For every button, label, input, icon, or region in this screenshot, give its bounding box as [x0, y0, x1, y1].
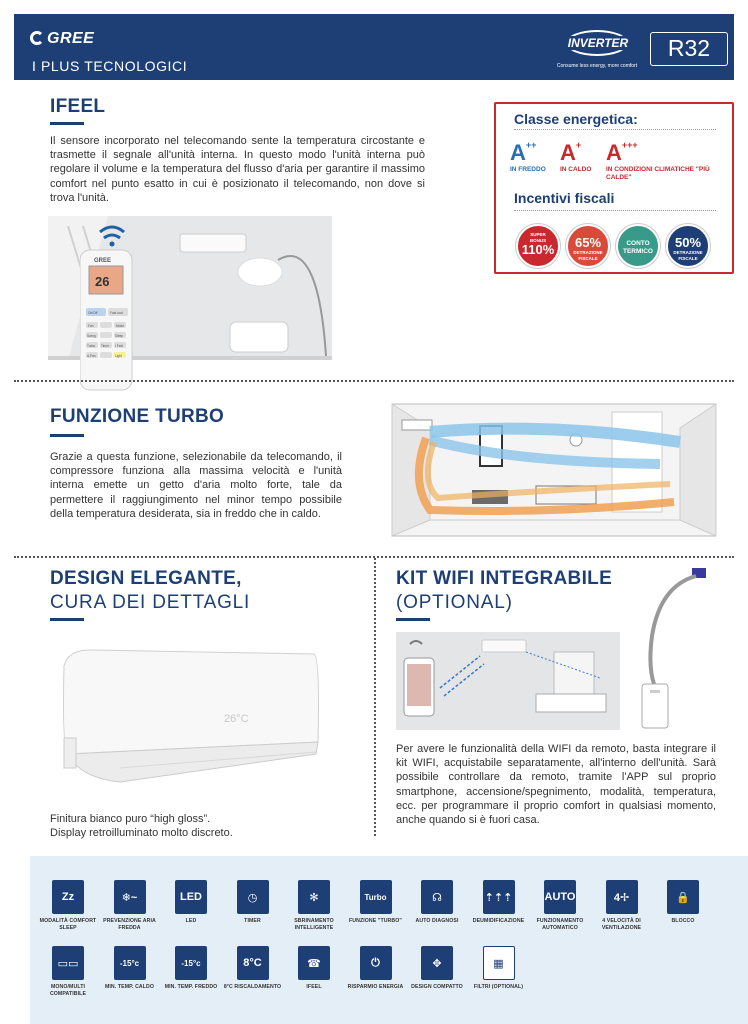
- badge-superbonus-value: 110%: [521, 242, 555, 257]
- rating-cooling-plus: ++: [525, 140, 537, 150]
- incentives-title: Incentivi fiscali: [514, 190, 615, 206]
- feature-row2-0-icon: ▭▭: [52, 946, 84, 980]
- wifi-title: KIT WIFI INTEGRABILE: [396, 568, 613, 589]
- remote-btn-mode: Mode: [116, 324, 124, 328]
- remote-display: 26: [95, 274, 110, 289]
- energy-rule-bottom: [514, 210, 716, 211]
- wall-ac-unit: [180, 234, 246, 252]
- feature-row1-2-icon: LED: [175, 880, 207, 914]
- badge-conto-line1: CONTO: [626, 240, 650, 247]
- remote-btn-sleep: Sleep: [115, 334, 124, 338]
- feature-row2-4-label: IFEEL: [306, 984, 322, 990]
- inverter-ring-icon: [566, 30, 628, 56]
- rating-heating-grade: A: [560, 140, 576, 165]
- remote-btn-fan: Fan: [88, 324, 94, 328]
- feature-row1-3: [221, 880, 285, 925]
- gree-swirl-icon: [30, 31, 44, 45]
- feature-row1-10-icon: 🔒: [667, 880, 699, 914]
- feature-row1-9-label: 4 VELOCITÀ DI VENTILAZIONE: [601, 918, 642, 931]
- feature-row2-5-icon: ⏻: [360, 946, 392, 980]
- wifi-module-illustration: [630, 566, 714, 732]
- remote-control: [80, 220, 134, 392]
- feature-row1-10-label: BLOCCO: [671, 918, 695, 924]
- design-text-line2: Display retroilluminato molto discreto.: [50, 827, 233, 840]
- turbo-airflow-illustration: [390, 402, 720, 540]
- divider-vertical: [374, 558, 376, 836]
- feature-row1-2: [159, 880, 223, 925]
- inverter-label: INVERTER: [562, 36, 634, 50]
- feature-row1-0-icon: Zz: [52, 880, 84, 914]
- feature-row1-0-label: MODALITÀ COMFORT SLEEP: [39, 918, 97, 931]
- badge-65-caption: DETRAZIONE FISCALE: [573, 250, 603, 261]
- feature-row1-1-label: PREVENZIONE ARIA FREDDA: [103, 918, 156, 931]
- armchair: [230, 322, 288, 352]
- rating-hot-plus: +++: [621, 140, 638, 150]
- energy-class-title: Classe energetica:: [514, 111, 638, 127]
- feature-row1-5: [344, 880, 408, 925]
- feature-row1-6: [405, 880, 469, 925]
- feature-row2-0-label: MONO/MULTI COMPATIBILE: [49, 984, 87, 997]
- design-text: [50, 812, 350, 840]
- feature-row1-9-icon: 4✢: [606, 880, 638, 914]
- feature-row1-6-icon: ☊: [421, 880, 453, 914]
- turbo-ac-unit: [402, 420, 432, 430]
- feature-row2-2-label: MIN. TEMP. FREDDO: [164, 984, 218, 990]
- feature-row2-5: [344, 946, 408, 991]
- feature-row1-4-label: SBRINAMENTO INTELLIGENTE: [294, 918, 334, 931]
- feature-row2-7-icon: ▦: [483, 946, 515, 980]
- feature-row1-3-icon: ◷: [237, 880, 269, 914]
- rating-heating-plus: +: [575, 140, 582, 150]
- ifeel-underline: [50, 122, 84, 125]
- badge-superbonus-line1: SUPER: [530, 232, 546, 237]
- feature-row1-4: [282, 880, 346, 931]
- rating-hot-caption: IN CONDIZIONI CLIMATICHE "PIÙ CALDE": [606, 166, 710, 181]
- feature-row1-3-label: TIMER: [244, 918, 261, 924]
- feature-row1-9: [590, 880, 654, 931]
- refrigerant-badge: R32: [650, 32, 728, 66]
- badge-50-value: 50%: [674, 235, 702, 250]
- indoor-unit-illustration: [60, 642, 322, 792]
- badge-conto-termico: [616, 224, 660, 268]
- feature-row2-6: [405, 946, 469, 991]
- energy-rule-top: [514, 129, 716, 130]
- wifi-room-illustration: [396, 632, 620, 730]
- unit-display: 26°C: [224, 713, 249, 725]
- feature-row1-7: [467, 880, 531, 925]
- brand-name: GREE: [47, 30, 95, 47]
- inverter-tagline: Consume less energy, more comfort: [556, 63, 638, 69]
- feature-row1-8: [528, 880, 592, 931]
- feature-row2-7-label: FILTRI (OPTIONAL): [473, 984, 524, 990]
- feature-row1-8-icon: AUTO: [544, 880, 576, 914]
- feature-row1-7-label: DEUMIDIFICAZIONE: [472, 918, 525, 924]
- rating-hot-climate: [606, 134, 718, 182]
- remote-btn-fastcool: Fast cool: [110, 311, 123, 315]
- turbo-title: FUNZIONE TURBO: [50, 406, 225, 427]
- wifi-text: Per avere le funzionalità della WIFI da remoto, basta integrare il kit WIFI, acquistabile separatamente, all'interno dell'unità. Sarà possibile controllare da remoto, tramite l'APP sul proprio smartphone, accensione/spegnimento, modalità, temperatura, ecc. per programmare il proprio comfort in qualsiasi momento, anche quando si è fuori casa.: [396, 743, 716, 827]
- feature-row2-7: [467, 946, 531, 991]
- design-underline: [50, 618, 84, 621]
- badge-superbonus-line2: BONUS: [529, 237, 547, 243]
- feature-row2-2: [159, 946, 223, 991]
- feature-row1-0: [36, 880, 100, 931]
- turbo-underline: [50, 434, 84, 437]
- turbo-text: Grazie a questa funzione, selezionabile da telecomando, il compressore funziona alla massima velocità e l'unità interna emette un getto d'aria molto forte, tale da permettere il raggiungimento nel minor tempo possibile della temperatura desiderata, sia in freddo che in caldo.: [50, 451, 342, 520]
- badge-65: [566, 224, 610, 268]
- feature-row1-4-icon: ✻: [298, 880, 330, 914]
- feature-row2-0: [36, 946, 100, 997]
- feature-row2-3: [221, 946, 285, 991]
- remote-btn-swing: Swing: [87, 334, 96, 338]
- ifeel-title: IFEEL: [50, 96, 106, 117]
- ifeel-text: Il sensore incorporato nel telecomando sente la temperatura circostante e trasmette il segnale all'unità interna. In questo modo l'unità interna può regolare il volume e la temperatura del flusso d'aria per garantire il massimo comfort nel punto esatto in cui è posizionato il telecomando, non dove si trova l'unità.: [50, 135, 425, 204]
- remote-btn-timer: Timer: [101, 344, 110, 348]
- feature-row1-1: [98, 880, 162, 931]
- rating-cooling-grade: A: [510, 140, 526, 165]
- feature-row1-5-label: FUNZIONE "TURBO": [349, 918, 402, 924]
- remote-btn-turbo: Turbo: [87, 344, 96, 348]
- remote-btn-afan: A.Fan: [87, 354, 96, 358]
- design-subtitle: CURA DEI DETTAGLI: [50, 592, 251, 613]
- feature-row1-5-icon: Turbo: [360, 880, 392, 914]
- feature-row1-10: [651, 880, 715, 925]
- feature-row1-6-label: AUTO DIAGNOSI: [415, 918, 459, 924]
- feature-row2-1-icon: -15°c: [114, 946, 146, 980]
- feature-row2-2-icon: -15°c: [175, 946, 207, 980]
- page-subtitle: I PLUS TECNOLOGICI: [32, 58, 188, 74]
- feature-row2-4: [282, 946, 346, 991]
- wifi-underline: [396, 618, 430, 621]
- feature-row2-6-label: DESIGN COMPATTO: [411, 984, 463, 990]
- badge-conto-line2: TERMICO: [623, 247, 653, 255]
- rating-heating-caption: IN CALDO: [560, 166, 592, 173]
- remote-brand: GREE: [94, 258, 112, 264]
- feature-row1-2-label: LED: [185, 918, 197, 924]
- rating-hot-grade: A: [606, 140, 622, 165]
- feature-row1-1-icon: ❄~: [114, 880, 146, 914]
- design-text-line1: Finitura bianco puro “high gloss”.: [50, 813, 211, 825]
- badge-65-value: 65%: [574, 235, 602, 250]
- feature-row2-1-label: MIN. TEMP. CALDO: [104, 984, 155, 990]
- feature-row2-4-icon: ☎: [298, 946, 330, 980]
- badge-50-caption: DETRAZIONE FISCALE: [673, 250, 703, 261]
- design-title: DESIGN ELEGANTE,: [50, 568, 242, 589]
- feature-row2-5-label: RISPARMIO ENERGIA: [347, 984, 404, 990]
- feature-row2-6-icon: ✥: [421, 946, 453, 980]
- divider-1: [14, 380, 734, 382]
- remote-btn-onoff: On/Off: [88, 311, 98, 315]
- feature-row2-3-icon: 8°C: [237, 946, 269, 980]
- feature-row2-3-label: 8°C RISCALDAMENTO: [223, 984, 282, 990]
- inverter-logo: [552, 30, 642, 72]
- wifi-subtitle: (OPTIONAL): [396, 592, 513, 613]
- remote-btn-light: Light: [115, 354, 122, 358]
- rating-cooling-caption: IN FREDDO: [510, 166, 546, 173]
- badge-50: [666, 224, 710, 268]
- remote-btn-ifeel: I Feel: [115, 344, 123, 348]
- feature-row1-8-label: FUNZIONAMENTO AUTOMATICO: [536, 918, 584, 931]
- header-banner: [14, 14, 734, 80]
- badge-superbonus: [516, 224, 560, 268]
- feature-row1-7-icon: ⇡⇡⇡: [483, 880, 515, 914]
- feature-row2-1: [98, 946, 162, 991]
- brand-logo: [30, 30, 94, 48]
